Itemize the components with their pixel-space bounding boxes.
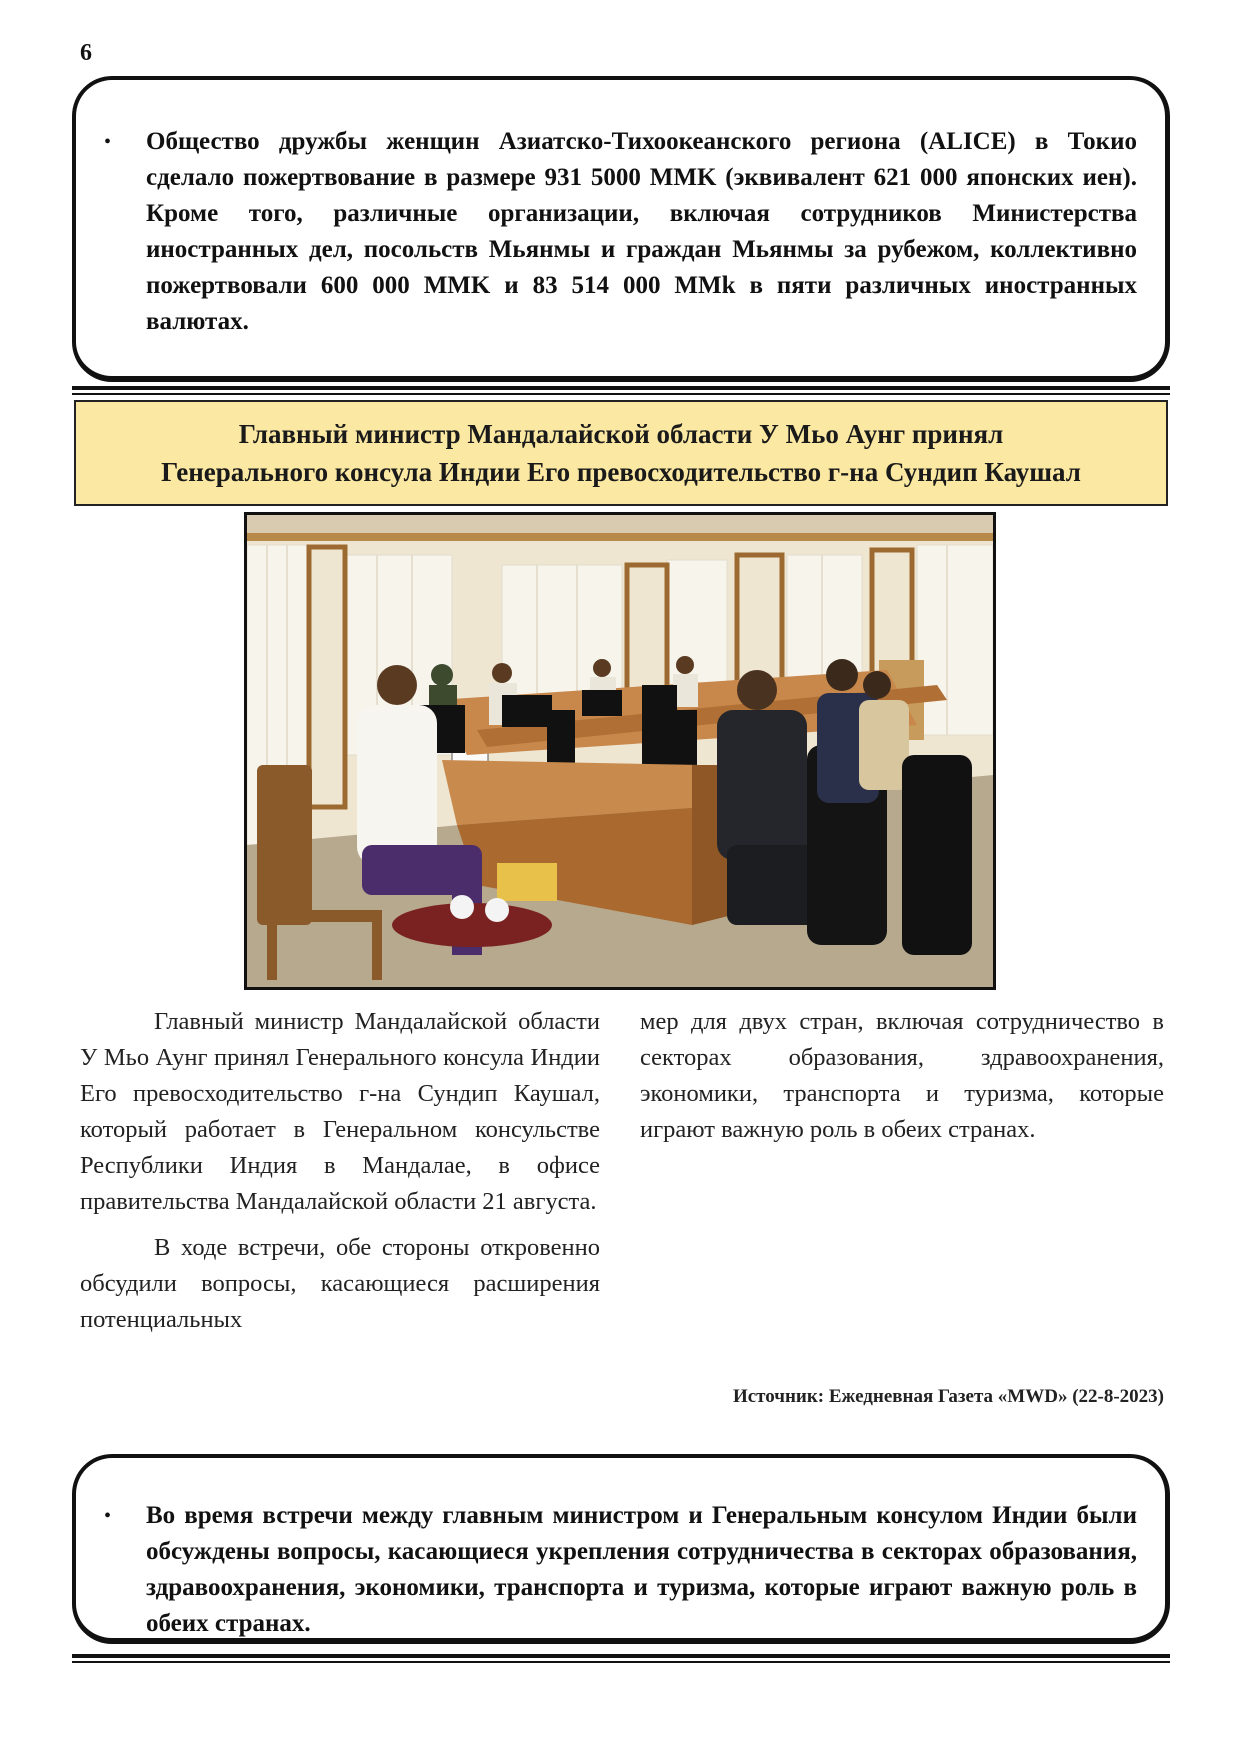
article-column-left [80,1004,600,1348]
bullet-marker: • [104,131,112,153]
article-column-right [640,1004,1164,1158]
article-headline [74,400,1168,506]
bullet-item [86,1498,1155,1642]
article-paragraph: мер для двух стран, включая сотрудничество в секторах образования, здравоохранения, экономики, транспорта и туризма, которые играют важную роль в обеих странах. [640,1008,1164,1143]
article-paragraph: В ходе встречи, обе стороны откровенно обсудили вопросы, касающиеся расширения потенциальных [80,1234,600,1333]
donation-summary-text: Общество дружбы женщин Азиатско-Тихоокеанского региона (ALICE) в Токио сделало пожертвование в размере 931 5000 MMK (эквивалент 621 000 японских иен). Кроме того, различные организации, включая сотрудников Министерства иностранных дел, посольств Мьянмы и граждан Мьянмы за рубежом, коллективно пожертвовали 600 000 MMK и 83 514 000 MMk в пяти различных иностранных валютах. [146,128,1137,335]
footer-divider [72,1654,1170,1663]
meeting-summary-text: Во время встречи между главным министром и Генеральным консулом Индии были обсуждены вопросы, касающиеся укрепления сотрудничества в секторах образования, здравоохранения, экономики, транспорта и туризма, которые играют важную роль в обеих странах. [146,1502,1137,1637]
headline-line-1: Главный министр Мандалайской области У Мьо Аунг принял [238,419,1004,449]
summary-box-bottom [72,1454,1170,1644]
bullet-item [86,124,1155,340]
section-divider [72,386,1170,395]
headline-line-2: Генерального консула Индии Его превосходительство г-на Сундип Каушал [161,457,1081,487]
page-number: 6 [80,40,92,66]
bullet-marker: • [104,1505,112,1527]
article-paragraph: Главный министр Мандалайской области У Мьо Аунг принял Генерального консула Индии Его превосходительство г-на Сундип Каушал, который работает в Генеральном консульстве Республики Индия в Мандалае, в офисе правительства Мандалайской области 21 августа. [80,1008,600,1215]
meeting-photo [244,512,996,990]
source-citation: Источник: Ежедневная Газета «MWD» (22-8-2023) [732,1386,1164,1407]
meeting-room-illustration [247,515,993,987]
summary-box-top [72,76,1170,382]
